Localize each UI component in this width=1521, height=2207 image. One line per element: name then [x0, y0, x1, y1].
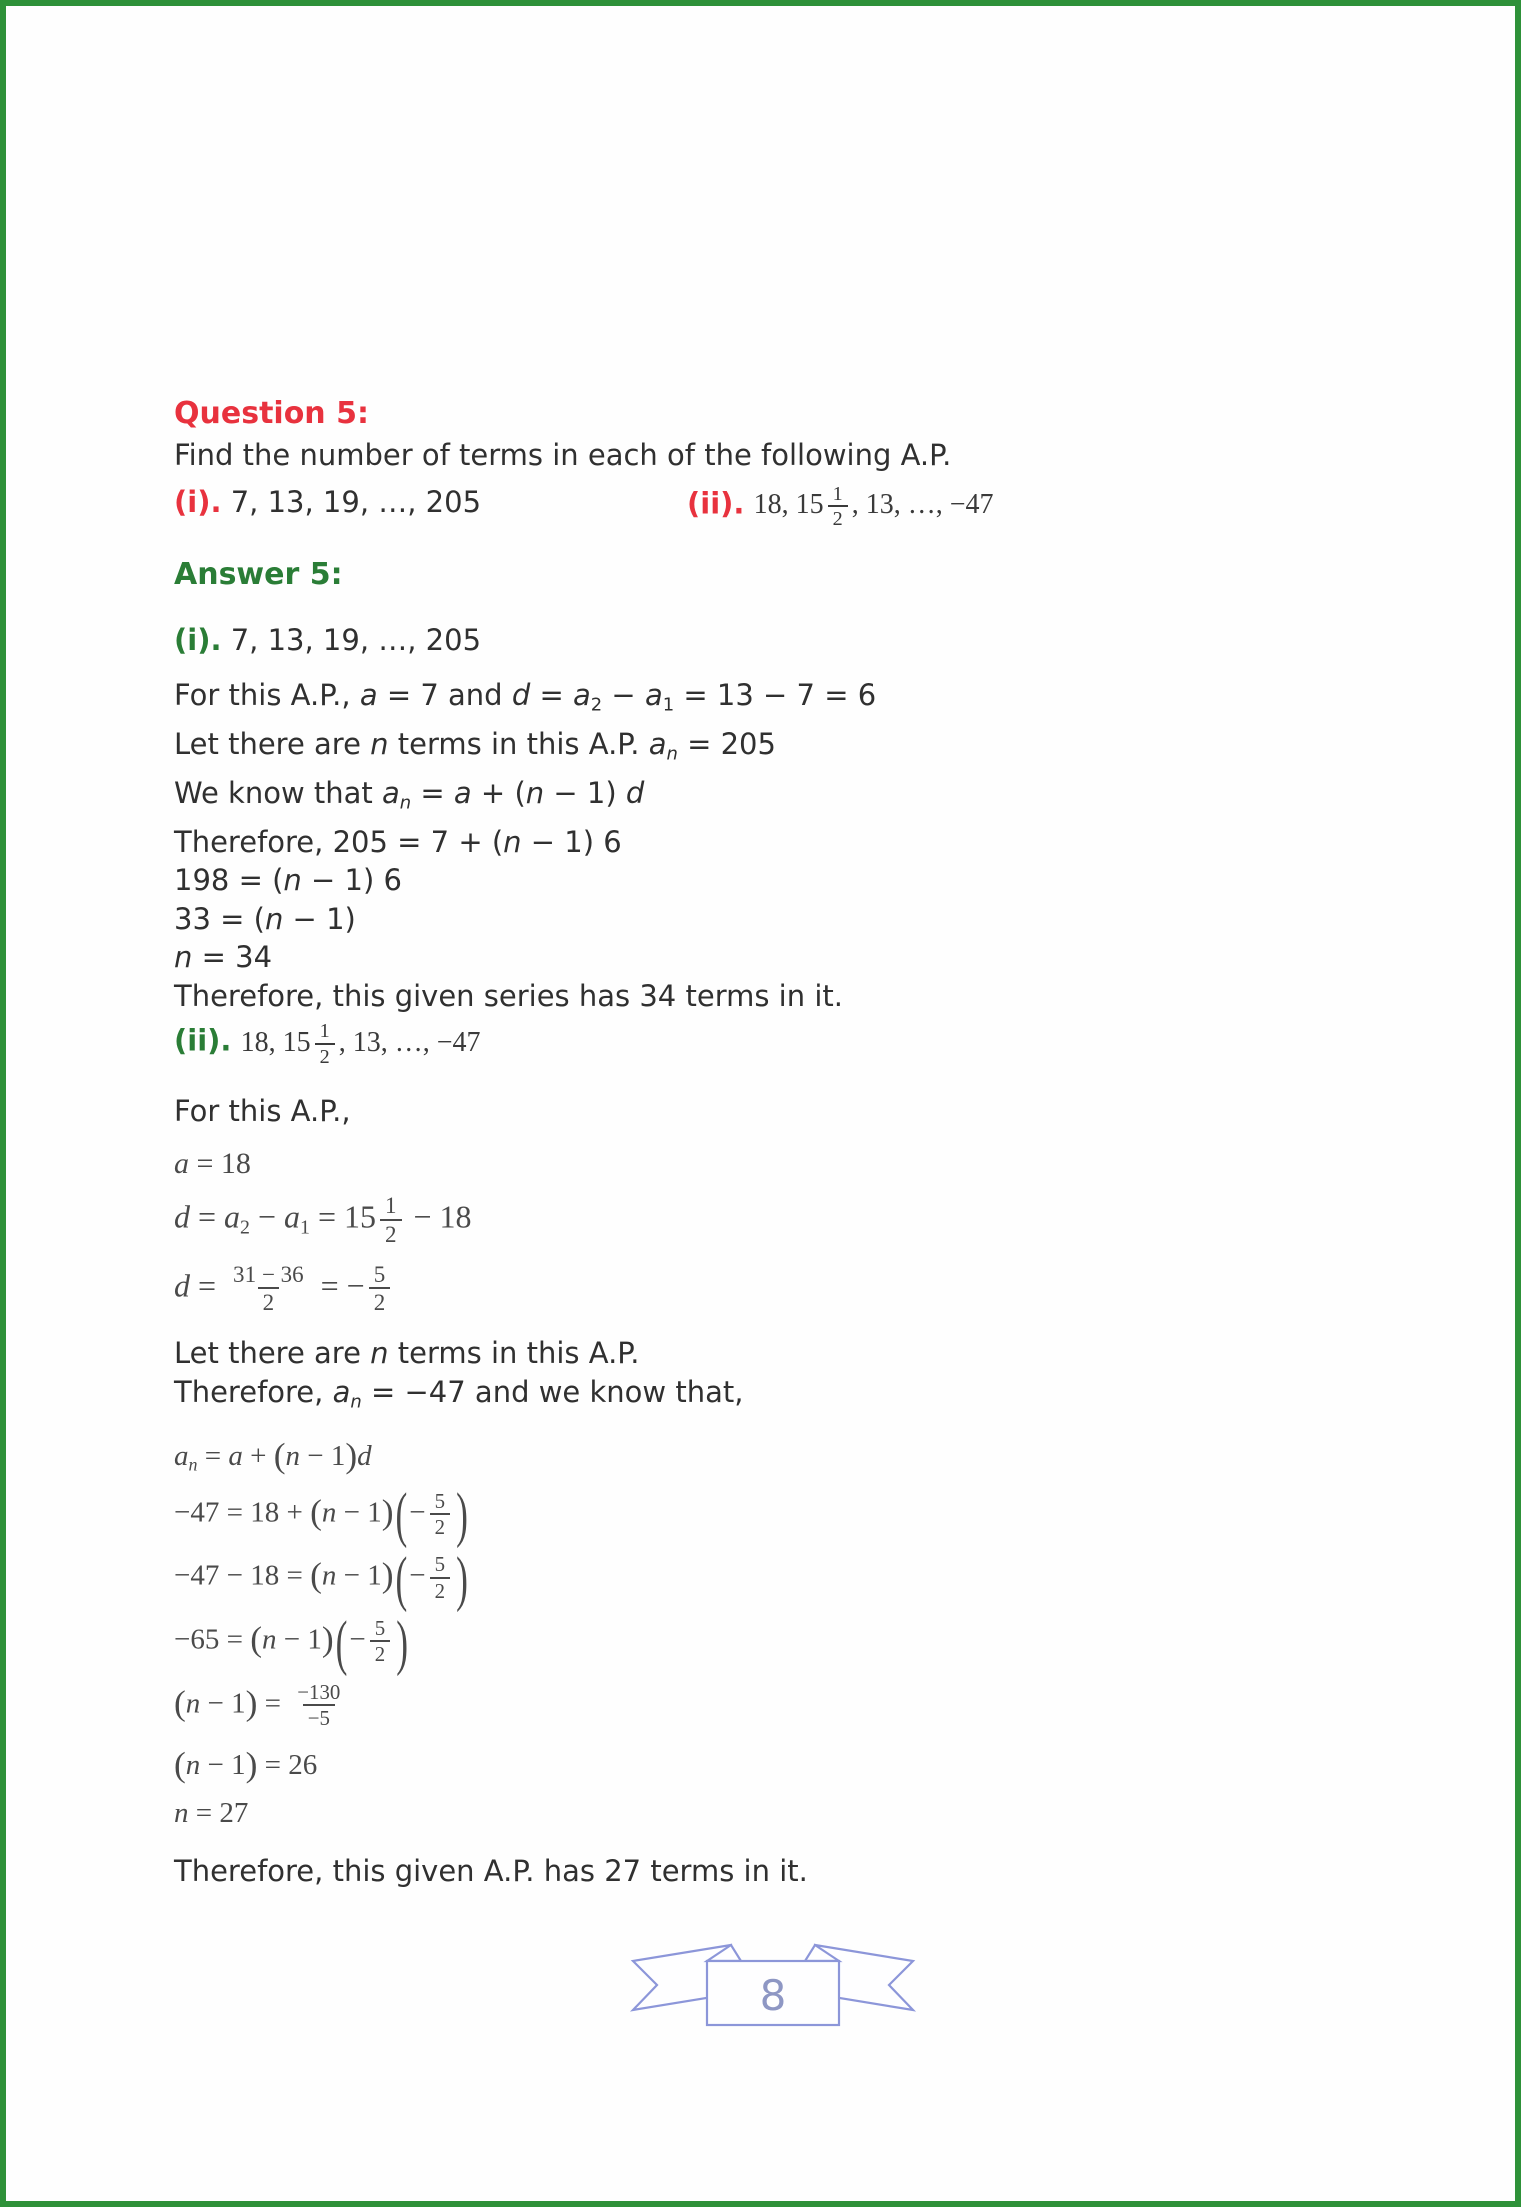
answer-part-ii-label: (ii). — [174, 1023, 232, 1058]
answer-part-i-label: (i). — [174, 622, 222, 657]
solution-line-1: For this A.P., a = 7 and $d = a_2 - a_1 = 13 - 7 = 6$ — [174, 678, 877, 716]
equation-d-15half: $d = a_2 - a_1 = 15$ $\frac{1}{2}$ − 18 — [174, 1191, 472, 1247]
answer-part-ii-conclusion: Therefore, this given A.P. has 27 terms in it. — [174, 1853, 808, 1888]
solution-line-5: 198 = (n − 1) 6 — [174, 863, 402, 898]
answer-part-ii-intro: For this A.P., — [174, 1094, 351, 1129]
equation-d-minus5over2: d = $\frac{31 - 36}{2}$ = − $\frac{5}{2}$ — [174, 1262, 1425, 1317]
answer-part-ii-let-line: Let there are n terms in this A.P. — [174, 1336, 640, 1371]
equation-a-18: a = 18 — [174, 1146, 251, 1180]
answer-part-ii-therefore-line: Therefore, $a_n = -47$ and we know that, — [174, 1374, 744, 1413]
question-part-ii — [687, 483, 994, 531]
page-content — [6, 6, 1515, 1890]
question-part-ii-label: (ii). — [687, 485, 745, 520]
equation-minus47: −47 = 18 + (n − 1)(− $\frac{5}{2}$ ) — [174, 1479, 468, 1550]
question-part-ii-series: 18, 15 $\frac{1}{2}$ , 13, …, −47 — [753, 482, 994, 531]
question-heading: Question 5: — [174, 396, 369, 431]
solution-line-4: Therefore, 205 = 7 + (n − 1) 6 — [174, 824, 622, 859]
equation-minus65: −65 = (n − 1)(− $\frac{5}{2}$ ) — [174, 1606, 408, 1677]
answer-part-i-series-line — [174, 621, 1425, 660]
page-number: 8 — [759, 1971, 786, 2020]
solution-line-2: Let there are n terms in this A.P. $a_n = 205$ — [174, 727, 776, 765]
equation-n-minus1-26: (n − 1) = 26 — [174, 1743, 318, 1784]
equation-n-minus1-frac: (n − 1) = $\frac{-130}{-5}$ — [174, 1679, 341, 1731]
solution-line-6: 33 = (n − 1) — [174, 901, 356, 936]
question-part-i — [174, 483, 687, 522]
answer-part-i-series: 7, 13, 19, …, 205 — [230, 622, 482, 657]
equation-an-formula: $a_n = a + (n - 1)d$ — [174, 1434, 372, 1475]
answer-part-i-conclusion: Therefore, this given series has 34 terms in it. — [174, 978, 843, 1013]
equation-n-27: n = 27 — [174, 1796, 249, 1829]
question-part-i-label: (i). — [174, 484, 222, 519]
question-prompt: Find the number of terms in each of the following A.P. — [174, 438, 952, 472]
equation-minus47-minus18: −47 − 18 = (n − 1)(− $\frac{5}{2}$ ) — [174, 1543, 468, 1614]
page-number-banner — [623, 1939, 923, 2043]
solution-line-7: n = 34 — [174, 940, 273, 975]
question-parts-row — [174, 483, 1425, 531]
solution-line-3: We know that $a_n = a + (n - 1)$ d — [174, 775, 645, 814]
answer-part-i-solution — [174, 676, 1425, 1015]
answer-part-ii-series-line — [174, 1020, 1425, 1068]
answer-heading: Answer 5: — [174, 556, 343, 592]
question-part-i-series: 7, 13, 19, …, 205 — [230, 484, 482, 519]
answer-part-ii-series: 18, 15 $\frac{1}{2}$ , 13, …, −47 — [240, 1020, 481, 1068]
